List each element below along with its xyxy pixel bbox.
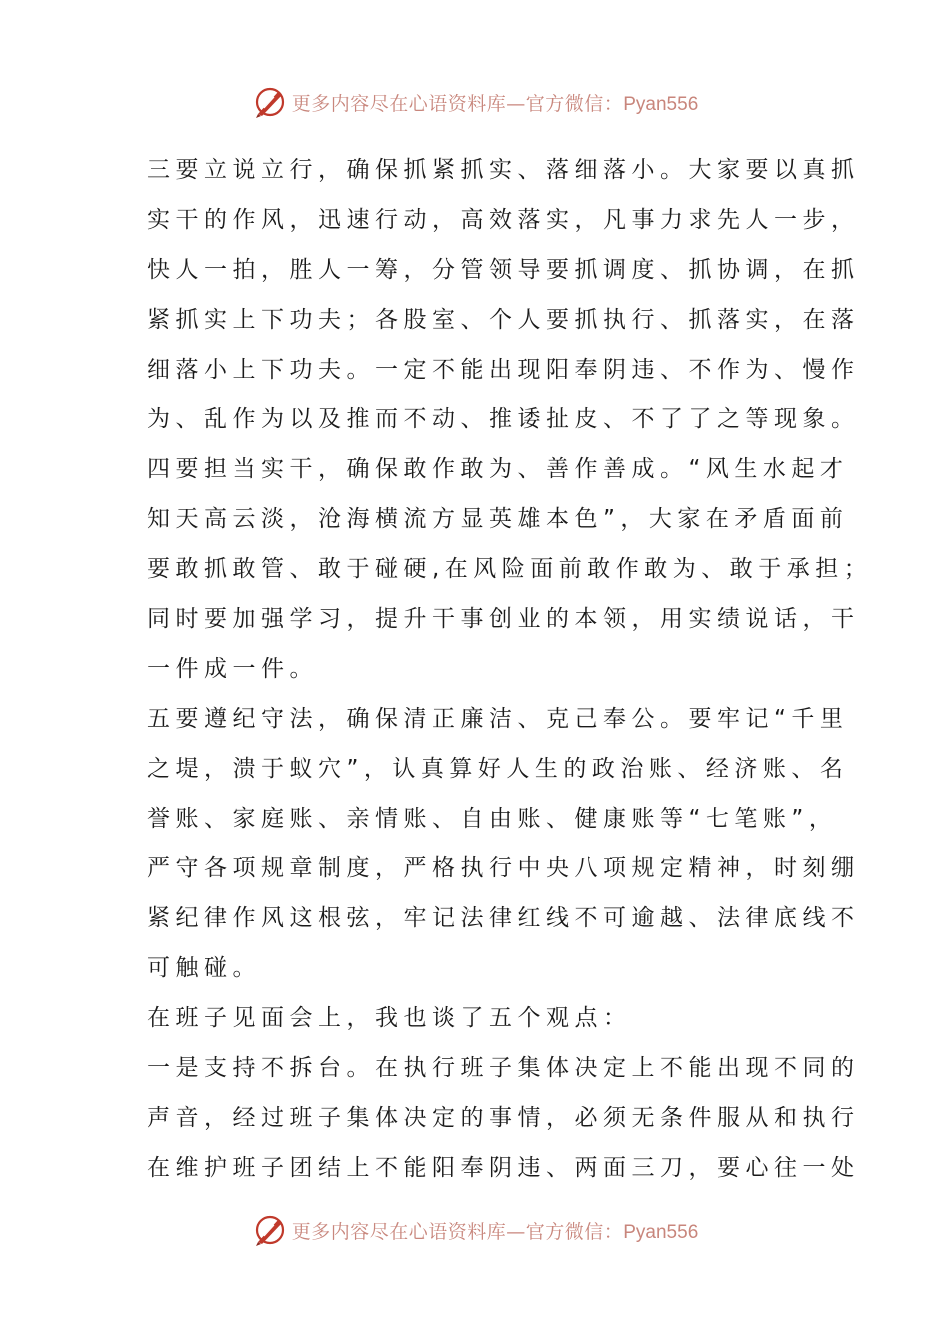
text-line: 誉账、家庭账、亲情账、自由账、健康账等“七笔账”， [147,805,838,832]
text-line: 声音，经过班子集体决定的事情，必须无条件服从和执行 [147,1104,860,1131]
text-line: 细落小上下功夫。一定不能出现阳奉阴违、不作为、慢作 [147,356,860,383]
text-line: 三要立说立行，确保抓紧抓实、落细落小。大家要以真抓 [147,157,860,183]
text-line: 在维护班子团结上不能阳奉阴违、两面三刀，要心往一处 [147,1154,860,1181]
pen-logo-icon [252,84,288,120]
text-line: 为、乱作为以及推而不动、推诿扯皮、不了了之等现象。 [147,406,860,433]
text-line: 一是支持不拆台。在执行班子集体决定上不能出现不同的 [147,1055,860,1082]
watermark-text: 更多内容尽在心语资料库—官方微信：Pyan556 [291,92,699,115]
text-line: 同时要加强学习，提升干事创业的本领，用实绩说话，干 [147,606,860,633]
text-line: 要敢抓敢管、敢于碰硬,在风险面前敢作敢为、敢于承担； [147,556,873,583]
text-line: 实干的作风，迅速行动，高效落实，凡事力求先人一步， [147,206,860,233]
watermark-banner-bottom [0,1210,950,1250]
text-line: 在班子见面会上，我也谈了五个观点： [147,1005,632,1032]
text-line: 紧抓实上下功夫；各股室、个人要抓执行、抓落实，在落 [147,306,860,333]
watermark-text: 更多内容尽在心语资料库—官方微信：Pyan556 [291,1220,699,1243]
text-line: 快人一拍，胜人一筹，分管领导要抓调度、抓协调，在抓 [147,256,860,283]
text-line: 知天高云淡，沧海横流方显英雄本色”，大家在矛盾面前 [147,506,849,533]
text-line: 四要担当实干，确保敢作敢为、善作善成。“风生水起才 [147,456,849,483]
watermark-handle: Pyan556 [623,1221,699,1243]
text-line: 严守各项规章制度，严格执行中央八项规定精神，时刻绷 [147,855,860,882]
text-line: 一件成一件。 [147,655,318,682]
text-line: 紧纪律作风这根弦，牢记法律红线不可逾越、法律底线不 [147,905,860,932]
text-line: 之堤，溃于蚁穴”，认真算好人生的政治账、经济账、名 [147,755,849,782]
text-line: 五要遵纪守法，确保清正廉洁、克己奉公。要牢记“千里 [147,705,849,732]
watermark-banner-top [0,82,950,122]
text-line: 可触碰。 [147,955,261,982]
pen-logo-icon [252,1212,288,1248]
document-body [147,146,873,1194]
watermark-handle: Pyan556 [623,93,699,115]
